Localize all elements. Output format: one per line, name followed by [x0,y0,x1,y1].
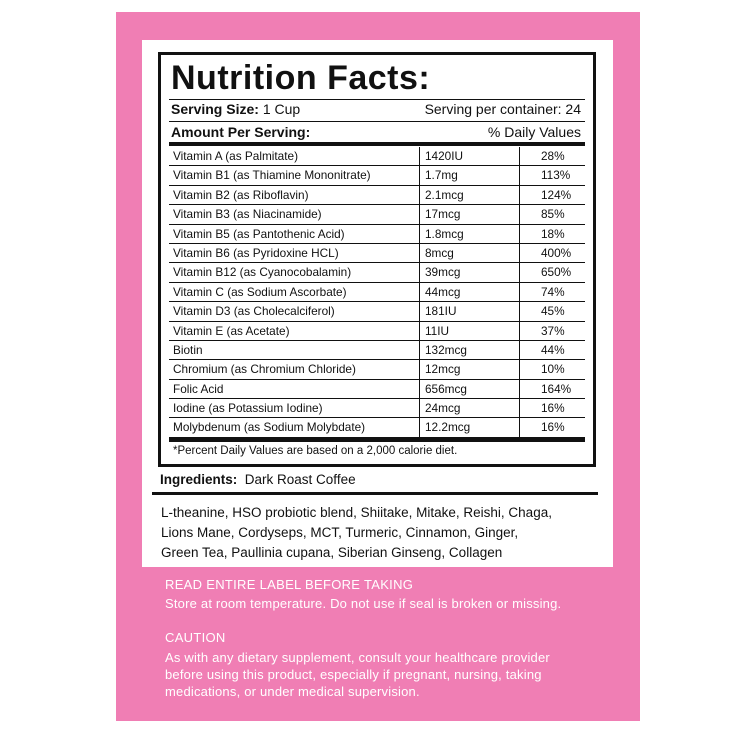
nutrient-daily-value: 164% [541,381,572,396]
ingredients-primary: Dark Roast Coffee [244,472,356,487]
nutrient-name: Vitamin C (as Sodium Ascorbate) [173,284,347,299]
title-divider [169,99,585,100]
storage-text: Store at room temperature. Do not use if seal is broken or missing. [165,596,562,611]
caution-line: before using this product, especially if pregnant, nursing, taking [165,667,542,682]
nutrient-name: Molybdenum (as Sodium Molybdate) [173,420,366,435]
nutrient-daily-value: 85% [541,207,565,222]
nutrient-daily-value: 10% [541,362,565,377]
nutrient-name: Folic Acid [173,381,224,396]
amount-header [171,124,581,140]
ingredients-line: Green Tea, Paullinia cupana, Siberian Ginseng, Collagen [161,545,503,560]
nutrient-name: Vitamin B5 (as Pantothenic Acid) [173,226,345,241]
nutrient-name: Iodine (as Potassium Iodine) [173,401,323,416]
nutrient-amount: 24mcg [425,401,461,416]
daily-value-footnote: *Percent Daily Values are based on a 2,000 calorie diet. [173,445,458,457]
nutrient-amount: 132mcg [425,342,467,357]
nutrient-amount: 1420IU [425,149,464,163]
nutrient-daily-value: 37% [541,323,565,338]
column-divider-dv [519,147,520,438]
serving-divider [169,121,585,122]
nutrient-daily-value: 74% [541,284,565,299]
serving-size [171,101,300,117]
nutrient-row [169,225,585,244]
nutrient-name: Chromium (as Chromium Chloride) [173,362,356,377]
ingredients-label: Ingredients: [160,472,238,487]
serving-size-label: Serving Size: [171,101,259,117]
nutrient-amount: 1.7mg [425,168,458,183]
servings-per-container: Serving per container: 24 [424,101,581,117]
caution-heading: CAUTION [165,630,226,645]
ingredients-line: L-theanine, HSO probiotic blend, Shiitake, Mitake, Reishi, Chaga, [161,505,552,520]
nutrient-amount: 44mcg [425,284,461,299]
daily-values-header: % Daily Values [487,124,581,140]
nutrient-daily-value: 113% [541,168,571,183]
nutrient-table [169,147,585,438]
amount-per-serving-label: Amount Per Serving: [171,124,311,140]
serving-line [171,101,581,117]
nutrition-facts-box [158,52,596,467]
column-divider-amount [419,147,420,438]
nutrient-name: Biotin [173,342,203,357]
nutrient-amount: 181IU [425,304,457,319]
nutrient-amount: 1.8mcg [425,226,464,241]
nutrient-row [169,244,585,263]
ingredients-list [161,503,601,563]
nutrient-amount: 17mcg [425,207,461,222]
nutrient-amount: 12mcg [425,362,461,377]
ingredients-divider [152,492,598,495]
nutrient-row [169,360,585,379]
nutrient-amount: 8mcg [425,245,454,260]
nutrient-row [169,418,585,437]
nutrient-row [169,283,585,302]
serving-size-value: 1 Cup [262,101,301,117]
nutrient-name: Vitamin E (as Acetate) [173,323,290,338]
nutrient-daily-value: 400% [541,245,572,260]
nutrient-daily-value: 44% [541,342,565,357]
nutrient-row [169,341,585,360]
nutrient-name: Vitamin D3 (as Cholecalciferol) [173,304,335,319]
nutrient-row [169,205,585,224]
nutrient-amount: 12.2mcg [425,420,471,435]
nutrient-row [169,302,585,321]
ingredients-heading [160,472,356,487]
nutrient-row [169,166,585,185]
nutrient-name: Vitamin B2 (as Riboflavin) [173,187,309,202]
nutrient-daily-value: 18% [541,226,565,241]
nutrient-daily-value: 45% [541,304,565,319]
nutrient-amount: 11IU [425,323,450,338]
nutrient-amount: 39mcg [425,265,461,280]
caution-line: medications, or under medical supervision. [165,684,420,699]
nutrient-row [169,399,585,418]
nutrient-row [169,380,585,399]
header-divider [169,142,585,146]
footer-divider [169,438,585,442]
nutrient-row [169,263,585,282]
nutrient-daily-value: 124% [541,187,572,202]
nutrient-name: Vitamin A (as Palmitate) [173,149,299,163]
nutrient-name: Vitamin B6 (as Pyridoxine HCL) [173,245,339,260]
nutrient-row [169,186,585,205]
caution-line: As with any dietary supplement, consult your healthcare provider [165,650,550,665]
nutrient-row [169,147,585,166]
nutrient-name: Vitamin B3 (as Niacinamide) [173,207,322,222]
ingredients-line: Lions Mane, Cordyseps, MCT, Turmeric, Cinnamon, Ginger, [161,525,519,540]
nutrient-daily-value: 650% [541,265,572,280]
nutrient-row [169,322,585,341]
read-label-heading: READ ENTIRE LABEL BEFORE TAKING [165,577,414,592]
nutrient-daily-value: 16% [541,420,565,435]
nutrition-facts-title: Nutrition Facts: [171,59,431,97]
caution-text [165,649,550,700]
nutrient-name: Vitamin B1 (as Thiamine Mononitrate) [173,168,371,183]
nutrient-amount: 2.1mcg [425,187,464,202]
nutrient-daily-value: 16% [541,401,565,416]
nutrient-daily-value: 28% [541,149,565,163]
nutrient-name: Vitamin B12 (as Cyanocobalamin) [173,265,352,280]
nutrient-amount: 656mcg [425,381,467,396]
